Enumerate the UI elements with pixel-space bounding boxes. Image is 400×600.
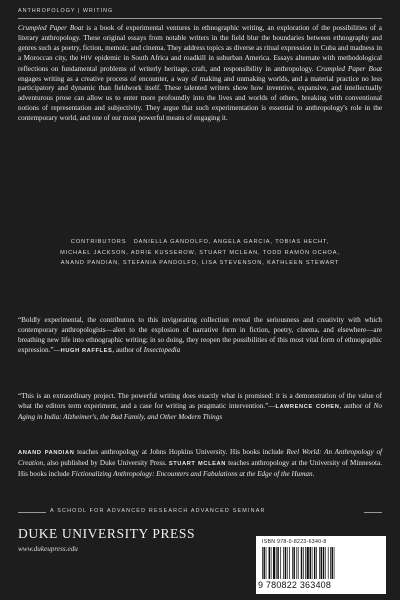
description-paragraph — [18, 24, 382, 124]
publisher-website: www.dukeupress.edu — [18, 545, 78, 553]
barcode-bar — [330, 547, 331, 579]
hiv-abbrev: HIV — [80, 55, 93, 62]
bio-text-4: . — [312, 469, 315, 478]
bio-text-1: teaches anthropology at Johns Hopkins University. His books include — [74, 448, 287, 456]
blurb-text: “This is an extraordinary project. The powerful writing does exactly what is promised: it is a demonstration of the value of what the editors term experiment, and a case for writing as pragmatic intervention.” — [18, 392, 382, 410]
blurb-text: “Boldly experimental, the contributors to this invigorating collection reveal the seriousness and creativity with which contemporary anthropologists—alert to the explosion of narrative form in fiction, poetry, cinema, and elsewhere—are breathing new life into ethnographic writing; in so doing, they reopen the possibilities of this most vital form of ethnographic expression.” — [18, 316, 382, 354]
barcode-bars — [262, 547, 380, 579]
barcode-bar — [314, 547, 315, 579]
barcode-bar — [307, 547, 309, 579]
contributors-line-1: DANIELLA GANDOLFO, ANGELA GARCIA, TOBIAS HECHT, — [133, 239, 330, 245]
barcode-bar — [323, 547, 324, 579]
blurb-cohen — [18, 392, 382, 423]
barcode-bar — [325, 547, 326, 579]
barcode-bar — [276, 547, 277, 579]
isbn-label: ISBN 978-0-8223-6340-8 — [262, 539, 327, 545]
description-text-3: engages writing as a creative process of encounter, a way of making and unmaking worlds, and a material practice no less participatory and dynamic than fieldwork itself. These talented writers show how inventive, expansive, and intellectually adventurous prose can allow us to enter more profoundly into the lives and worlds of others, breaking with conventional notions of representation and subjectivity. They argue that such experimentation is essential to anthropology's role in the contemporary world, and one of our most powerful means of engaging it. — [18, 74, 382, 123]
bio-book-1: Reel World: An Anthropology of Creation — [18, 448, 383, 467]
contributors-line-3: ANAND PANDIAN, STEFANIA PANDOLFO, LISA STEVENSON, KATHLEEN STEWART — [60, 260, 340, 266]
barcode-bar — [266, 547, 267, 579]
blurb-affil-pre: , author of — [339, 401, 374, 410]
blurb-raffles — [18, 316, 382, 357]
editor-name-2: STUART MCLEAN — [168, 460, 226, 467]
barcode-bar — [289, 547, 290, 579]
barcode-bar — [263, 547, 264, 579]
description-text-1: is a book of experimental ventures in ethnographic writing, an exploration of the possibilities of a literary anthropology. These original essays from notable writers in the field blur the boundaries between ethnography and genres such as poetry, fiction, memoir, and cinema. They address topics as diverse as ritual expression in Cuba and madness in a Moroccan city, the — [18, 24, 382, 62]
contributors-block — [18, 237, 382, 269]
blurb-author: HUGH RAFFLES — [60, 347, 113, 354]
blurb-dash: — — [268, 401, 276, 410]
editors-bio — [18, 448, 382, 480]
barcode-bar — [262, 547, 263, 579]
barcode-bar — [269, 547, 270, 579]
barcode-bar — [287, 547, 288, 579]
seminar-rule-left — [18, 512, 46, 513]
barcode-bar — [292, 547, 293, 579]
bio-text-2: , also published by Duke University Press. — [43, 458, 169, 467]
barcode-bar — [332, 547, 333, 579]
blurb-affil-pre: , author of — [112, 345, 144, 354]
seminar-label: A SCHOOL FOR ADVANCED RESEARCH ADVANCED SEMINAR — [50, 508, 266, 514]
book-title-2: Crumpled Paper Boat — [316, 64, 382, 73]
bio-book-2: Fictionalizing Anthropology: Encounters and Fabulations at the Edge of the Human — [71, 469, 313, 478]
barcode-bar — [319, 547, 320, 579]
blurb-author: LAWRENCE COHEN — [275, 403, 340, 410]
seminar-series-line — [18, 508, 382, 516]
bio-text-3: teaches anthropology at the University of Minnesota. His books include — [18, 458, 382, 478]
contributors-line-2: MICHAEL JACKSON, ADRIE KUSSEROW, STUART MCLEAN, TODD RAMÓN OCHOA, — [60, 249, 340, 256]
barcode-bar — [321, 547, 322, 579]
barcode-bar — [293, 547, 294, 579]
barcode-bar — [283, 547, 284, 579]
barcode-bar — [316, 547, 317, 579]
category-label: ANTHROPOLOGY | WRITING — [18, 8, 114, 14]
barcode-bar — [285, 547, 286, 579]
book-title: Crumpled Paper Boat — [18, 24, 84, 32]
contributors-label: CONTRIBUTORS — [70, 239, 127, 245]
barcode-bar — [273, 547, 275, 579]
barcode-bar — [328, 547, 329, 579]
barcode-bar — [334, 547, 335, 579]
blurb-affil-book: Insectopedia — [143, 345, 181, 354]
barcode-bar — [305, 547, 306, 579]
barcode-bar — [271, 547, 272, 579]
description-text-2: epidemic in South Africa and roadkill in suburban America. Essays alternate with methodological reflections on fundamental problems of writerly heritage, craft, and responsibility in anthropology. — [18, 53, 382, 73]
barcode-bar — [298, 547, 299, 579]
barcode-bar — [296, 547, 297, 579]
barcode-bar — [310, 547, 311, 579]
barcode-bar — [280, 547, 281, 579]
barcode-bar — [301, 547, 302, 579]
publisher-name: DUKE UNIVERSITY PRESS — [18, 526, 196, 541]
barcode-bar — [277, 547, 278, 579]
blurb-dash: — — [53, 345, 61, 354]
barcode-bar — [303, 547, 304, 579]
isbn-barcode — [256, 536, 386, 594]
barcode-digits: 9 780822 363408 — [258, 580, 332, 590]
editor-name-1: ANAND PANDIAN — [18, 450, 75, 456]
blurb-affil-book: No Aging in India: Alzheimer's, the Bad Family, and Other Modern Things — [18, 401, 382, 421]
seminar-rule-right — [364, 512, 382, 513]
top-rule — [18, 18, 382, 19]
barcode-bar — [312, 547, 313, 579]
